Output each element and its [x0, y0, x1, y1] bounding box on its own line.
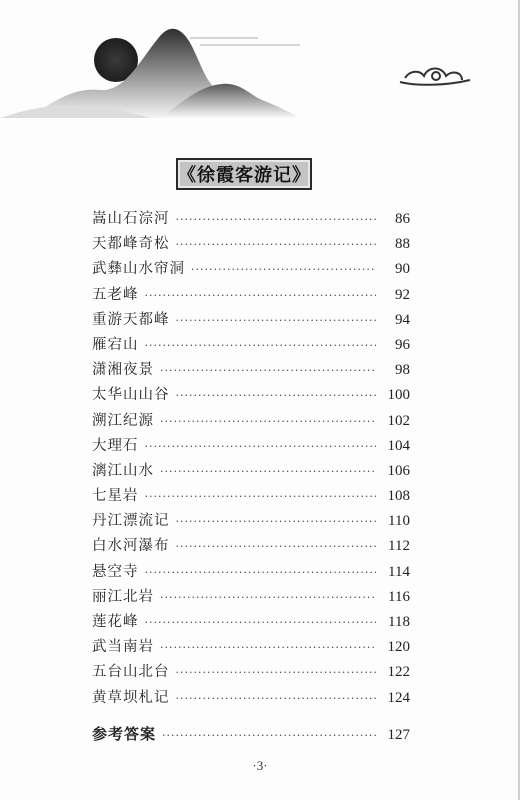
toc-entry-page: 112	[388, 538, 410, 555]
toc-entry-title: 丽江北岩	[92, 588, 154, 605]
leader-dots	[176, 389, 377, 402]
toc-entry[interactable]	[92, 383, 410, 408]
section-title-box	[176, 158, 312, 190]
toc-entry-title: 武彝山水帘洞	[92, 261, 185, 278]
leader-dots	[145, 616, 377, 629]
toc-entry-page: 86	[395, 211, 410, 227]
toc-entry-page: 116	[388, 588, 410, 605]
toc-entry[interactable]	[92, 358, 410, 383]
leader-dots	[145, 289, 377, 302]
answers-title: 参考答案	[92, 725, 157, 743]
cloud-ornament-icon	[400, 69, 470, 85]
leader-dots	[145, 440, 377, 453]
toc-entry-page: 88	[395, 236, 410, 253]
toc-entry-title: 白水河瀑布	[92, 538, 170, 555]
toc-entry-title: 莲花峰	[92, 614, 139, 630]
toc-entry-title: 悬空寺	[92, 563, 139, 580]
leader-dots	[176, 515, 377, 528]
toc-entry-page: 110	[388, 513, 410, 530]
toc-entry[interactable]	[92, 409, 410, 434]
toc-entry[interactable]	[92, 333, 410, 358]
toc-entry[interactable]	[92, 686, 410, 711]
toc-entry[interactable]	[92, 232, 410, 257]
toc-entry-title: 太华山山谷	[92, 387, 170, 404]
toc-entry-page: 90	[395, 261, 410, 278]
toc-entry-page: 92	[395, 286, 410, 303]
leader-dots	[160, 415, 376, 428]
toc-entry-page: 120	[387, 639, 410, 656]
toc-entry-page: 104	[387, 437, 410, 454]
leader-dots	[145, 566, 377, 579]
leader-dots	[176, 540, 377, 553]
leader-dots	[176, 666, 377, 679]
toc-entry[interactable]	[92, 459, 410, 484]
section-title: 《徐霞客游记》	[178, 165, 311, 186]
leader-dots	[176, 692, 377, 705]
leader-dots	[160, 591, 376, 604]
toc-entry-page: 114	[388, 563, 410, 580]
toc-entry-title: 武当南岩	[92, 639, 154, 656]
toc-entry-title: 五台山北台	[92, 664, 170, 681]
leader-dots	[145, 490, 377, 503]
toc-entry-title: 五老峰	[92, 286, 139, 303]
toc-entry-title: 天都峰奇松	[92, 236, 170, 253]
toc-entry[interactable]	[92, 585, 410, 610]
leader-dots	[160, 364, 376, 377]
table-of-contents	[92, 207, 410, 711]
toc-entry-page: 124	[387, 689, 410, 706]
toc-entry[interactable]	[92, 207, 410, 232]
toc-entry[interactable]	[92, 434, 410, 459]
toc-entry-title: 大理石	[92, 437, 139, 454]
toc-entry-title: 潇湘夜景	[92, 362, 154, 379]
toc-entry[interactable]	[92, 660, 410, 685]
toc-entry-title: 嵩山石淙河	[92, 211, 170, 227]
toc-entry-title: 溯江纪源	[92, 412, 154, 429]
toc-entry[interactable]	[92, 635, 410, 660]
toc-entry[interactable]	[92, 509, 410, 534]
toc-entry[interactable]	[92, 610, 410, 635]
toc-entry-page: 106	[387, 462, 410, 479]
mountain-header-illustration	[0, 0, 520, 120]
answers-entry[interactable]	[92, 723, 410, 744]
leader-dots	[162, 729, 376, 742]
toc-entry[interactable]	[92, 283, 410, 308]
toc-entry-page: 108	[387, 488, 410, 505]
toc-entry-page: 98	[395, 362, 410, 379]
toc-entry[interactable]	[92, 484, 410, 509]
leader-dots	[145, 339, 377, 352]
toc-entry-title: 黄草坝札记	[92, 689, 170, 706]
answers-page: 127	[387, 727, 410, 743]
toc-entry[interactable]	[92, 534, 410, 559]
toc-entry-title: 七星岩	[92, 488, 139, 505]
toc-entry-page: 96	[395, 336, 410, 353]
toc-entry-page: 118	[388, 614, 410, 630]
toc-entry-title: 雁宕山	[92, 336, 139, 353]
page-number: ·3·	[252, 758, 268, 773]
leader-dots	[176, 238, 377, 251]
toc-entry-title: 重游天都峰	[92, 311, 170, 328]
toc-entry[interactable]	[92, 257, 410, 282]
toc-entry-title: 漓江山水	[92, 462, 154, 479]
toc-entry-page: 122	[387, 664, 410, 681]
toc-entry[interactable]	[92, 308, 410, 333]
toc-entry-page: 94	[395, 311, 410, 328]
leader-dots	[176, 213, 377, 226]
leader-dots	[176, 314, 377, 327]
leader-dots	[160, 465, 376, 478]
toc-entry-page: 100	[387, 387, 410, 404]
leader-dots	[160, 641, 376, 654]
leader-dots	[191, 263, 376, 276]
toc-entry[interactable]	[92, 560, 410, 585]
toc-entry-title: 丹江漂流记	[92, 513, 170, 530]
toc-entry-page: 102	[387, 412, 410, 429]
